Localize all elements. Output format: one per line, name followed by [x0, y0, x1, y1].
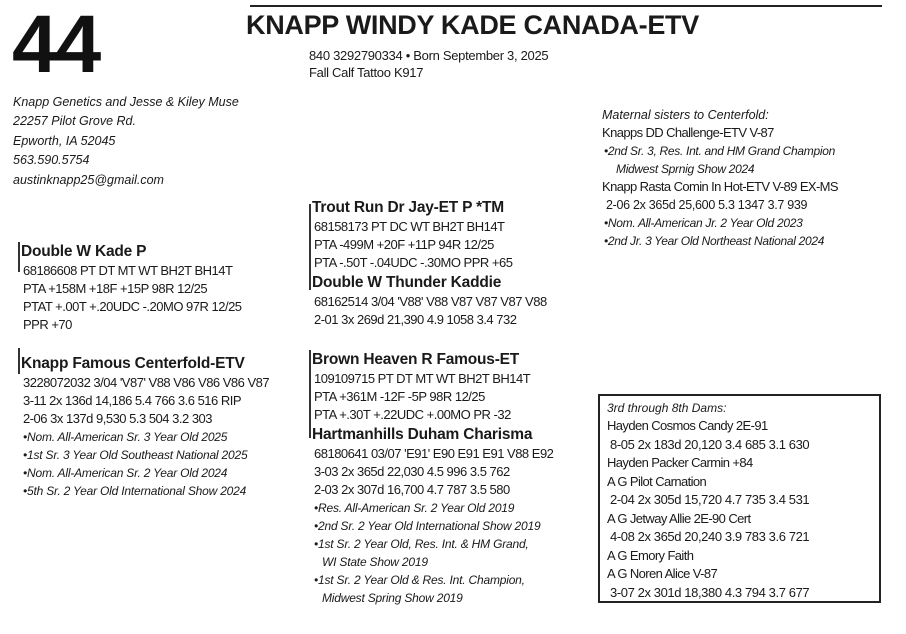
- dam-block: [21, 354, 269, 500]
- dams-box-heading: 3rd through 8th Dams:: [607, 401, 727, 415]
- ancestor-dam-name: A G Pilot Carnation: [607, 473, 707, 489]
- consignor-name: Knapp Genetics and Jesse & Kiley Muse: [13, 95, 239, 109]
- maternal-sisters-section: [602, 106, 838, 250]
- dam-line: 3228072032 3/04 'V87' V88 V86 V86 V86 V87: [23, 375, 270, 390]
- ancestor-dam-record: 4-08 2x 365d 20,240 3.9 783 3.6 721: [610, 529, 810, 544]
- dam-achievement: •Nom. All-American Sr. 2 Year Old 2024: [23, 466, 228, 480]
- dam-sire-name: Brown Heaven R Famous-ET: [312, 351, 520, 368]
- dam-line: 3-11 2x 136d 14,186 5.4 766 3.6 516 RIP: [23, 393, 242, 408]
- sire-name: Double W Kade P: [21, 243, 147, 260]
- dam-achievement: •1st Sr. 3 Year Old Southeast National 2025: [23, 448, 248, 462]
- dam-sire-block: [312, 350, 530, 424]
- ancestor-dam-name: A G Emory Faith: [607, 547, 694, 563]
- animal-name-title: KNAPP WINDY KADE CANADA-ETV: [246, 10, 699, 40]
- dam-dam-achievement: •1st Sr. 2 Year Old, Res. Int. & HM Grand,: [314, 537, 529, 551]
- dam-dam-achievement: •2nd Sr. 2 Year Old International Show 2019: [314, 519, 541, 533]
- dam-sire-line: 109109715 PT DT MT WT BH2T BH14T: [314, 371, 531, 386]
- sire-line: 68186608 PT DT MT WT BH2T BH14T: [23, 263, 233, 278]
- sire-dam-line: 2-01 3x 269d 21,390 4.9 1058 3.4 732: [314, 312, 517, 327]
- dam-achievement: •5th Sr. 2 Year Old International Show 2024: [23, 484, 247, 498]
- sire-line: PTAT +.00T +.20UDC -.20MO 97R 12/25: [23, 299, 242, 314]
- dam-sire-line: PTA +.30T +.22UDC +.00MO PR -32: [314, 407, 511, 422]
- consignor-address: 22257 Pilot Grove Rd.: [13, 114, 136, 129]
- sister-achievement: •Nom. All-American Jr. 2 Year Old 2023: [604, 216, 803, 230]
- sister-achievement: Midwest Sprnig Show 2024: [616, 162, 755, 176]
- dam-dam-achievement: Midwest Spring Show 2019: [322, 591, 463, 605]
- sire-dam-name: Double W Thunder Kaddie: [312, 274, 502, 291]
- sire-dam-line: 68162514 3/04 'V88' V88 V87 V87 V87 V88: [314, 294, 547, 309]
- sire-dam-block: [312, 273, 547, 329]
- sister-achievement: •2nd Jr. 3 Year Old Northeast National 2024: [604, 234, 825, 248]
- class-tattoo-line: Fall Calf Tattoo K917: [309, 65, 424, 80]
- sister-record: 2-06 2x 365d 25,600 5.3 1347 3.7 939: [606, 198, 808, 212]
- consignor-info: [13, 93, 239, 190]
- sire-bracket: [18, 242, 20, 272]
- ancestor-dam-record: 8-05 2x 183d 20,120 3.4 685 3.1 630: [610, 436, 810, 452]
- dam-dam-line: 3-03 2x 365d 22,030 4.5 996 3.5 762: [314, 464, 510, 479]
- ancestor-dam-record: 3-07 2x 301d 18,380 4.3 794 3.7 677: [610, 584, 810, 600]
- dam-dam-line: 2-03 2x 307d 16,700 4.7 787 3.5 580: [314, 482, 510, 497]
- dam-dam-achievement: •Res. All-American Sr. 2 Year Old 2019: [314, 501, 515, 515]
- sire-line: PTA +158M +18F +15P 98R 12/25: [23, 281, 208, 296]
- ancestor-dam-name: A G Noren Alice V-87: [607, 566, 718, 581]
- dams-box-content: [607, 399, 809, 602]
- sister-achievement: •2nd Sr. 3, Res. Int. and HM Grand Champion: [604, 144, 835, 158]
- consignor-phone: 563.590.5754: [13, 153, 90, 168]
- dam-dam-achievement: •1st Sr. 2 Year Old & Res. Int. Champion,: [314, 573, 525, 587]
- sister-name: Knapp Rasta Comin In Hot-ETV V-89 EX-MS: [602, 179, 838, 194]
- sire-sire-name: Trout Run Dr Jay-ET P *TM: [312, 199, 504, 216]
- dam-bracket: [18, 348, 20, 374]
- ancestor-dam-record: 2-04 2x 305d 15,720 4.7 735 3.4 531: [610, 492, 810, 507]
- sire-sire-line: PTA -.50T -.04UDC -.30MO PPR +65: [314, 255, 513, 270]
- maternal-sisters-heading: Maternal sisters to Centerfold:: [602, 108, 769, 122]
- sire-sire-line: 68158173 PT DC WT BH2T BH14T: [314, 219, 505, 234]
- ancestor-dam-name: A G Jetway Allie 2E-90 Cert: [607, 510, 751, 526]
- dam-dam-achievement: WI State Show 2019: [322, 555, 428, 569]
- lot-number: 44: [12, 0, 100, 90]
- id-birthdate-line: 840 3292790334 • Born September 3, 2025: [309, 48, 549, 63]
- dam-sire-line: PTA +361M -12F -5P 98R 12/25: [314, 389, 485, 404]
- dam-dam-block: [312, 425, 553, 607]
- sire-sire-block: [312, 198, 512, 272]
- dam-line: 2-06 3x 137d 9,530 5.3 504 3.2 303: [23, 411, 213, 426]
- ancestor-dam-name: Hayden Packer Carmin +84: [607, 455, 753, 470]
- top-rule: [250, 5, 882, 7]
- consignor-city: Epworth, IA 52045: [13, 133, 116, 148]
- dam-dam-line: 68180641 03/07 'E91' E90 E91 E91 V88 E92: [314, 446, 554, 461]
- sire-line: PPR +70: [23, 317, 72, 332]
- dam-pedigree-bracket: [309, 350, 311, 438]
- ancestor-dam-name: Hayden Cosmos Candy 2E-91: [607, 418, 768, 433]
- sire-pedigree-bracket: [309, 204, 311, 290]
- sire-sire-line: PTA -499M +20F +11P 94R 12/25: [314, 237, 494, 252]
- dam-name: Knapp Famous Centerfold-ETV: [21, 355, 245, 372]
- dam-achievement: •Nom. All-American Sr. 3 Year Old 2025: [23, 430, 228, 444]
- sire-block: [21, 242, 242, 334]
- sister-name: Knapps DD Challenge-ETV V-87: [602, 125, 774, 140]
- consignor-email: austinknapp25@gmail.com: [13, 172, 164, 187]
- dam-dam-name: Hartmanhills Duham Charisma: [312, 426, 533, 443]
